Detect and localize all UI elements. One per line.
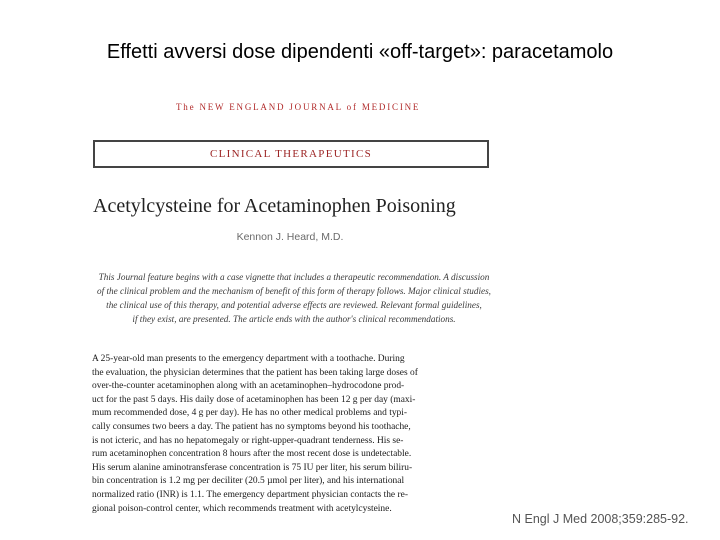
vignette-line: uct for the past 5 days. His daily dose of acetaminophen has been 12 g per day (maxi-: [92, 394, 416, 405]
vignette-line: the evaluation, the physician determines that the patient has been taking large doses of: [92, 367, 418, 378]
intro-line: This Journal feature begins with a case vignette that includes a therapeutic recommendation. A discussion: [98, 272, 490, 282]
vignette-line: rum acetaminophen concentration 8 hours after the most recent dose is undetectable.: [92, 449, 412, 460]
intro-line: the clinical use of this therapy, and potential adverse effects are reviewed. Relevant formal guidelines,: [106, 300, 482, 310]
slide-title: Effetti avversi dose dipendenti «off-target»: paracetamolo: [106, 41, 614, 63]
article-author: Kennon J. Heard, M.D.: [236, 231, 344, 243]
vignette-line: bin concentration is 1.2 mg per deciliter (20.5 µmol per liter), and his international: [92, 476, 405, 487]
intro-line: if they exist, are presented. The article ends with the author's clinical recommendations.: [132, 314, 456, 324]
vignette-line: mum recommended dose, 4 g per day). He has no other medical problems and typi-: [92, 408, 408, 419]
article-title: Acetylcysteine for Acetaminophen Poisoning: [93, 195, 456, 217]
intro-line: of the clinical problem and the mechanism of benefit of this form of therapy follows. Major clinical studies,: [97, 286, 491, 296]
vignette-line: His serum alanine aminotransferase concentration is 75 IU per liter, his serum biliru-: [92, 462, 413, 473]
journal-citation: N Engl J Med 2008;359:285-92.: [512, 512, 689, 526]
vignette-line: cally consumes two beers a day. The patient has no symptoms beyond his toothache,: [92, 421, 411, 432]
vignette-line: normalized ratio (INR) is 1.1. The emergency department physician contacts the re-: [92, 489, 408, 500]
section-banner: [93, 140, 489, 168]
section-label: CLINICAL THERAPEUTICS: [209, 148, 373, 160]
article-intro: [92, 270, 496, 326]
journal-header: The NEW ENGLAND JOURNAL of MEDICINE: [176, 102, 421, 112]
case-vignette: [92, 353, 494, 516]
vignette-line: over-the-counter acetaminophen along with an acetaminophen–hydrocodone prod-: [92, 381, 405, 392]
vignette-line: A 25-year-old man presents to the emergency department with a toothache. During: [92, 354, 405, 364]
vignette-line: is not icteric, and has no hepatomegaly or right-upper-quadrant tenderness. His se-: [92, 435, 404, 446]
vignette-line: gional poison-control center, which recommends treatment with acetylcysteine.: [92, 503, 392, 514]
article-excerpt-image: [90, 135, 498, 535]
